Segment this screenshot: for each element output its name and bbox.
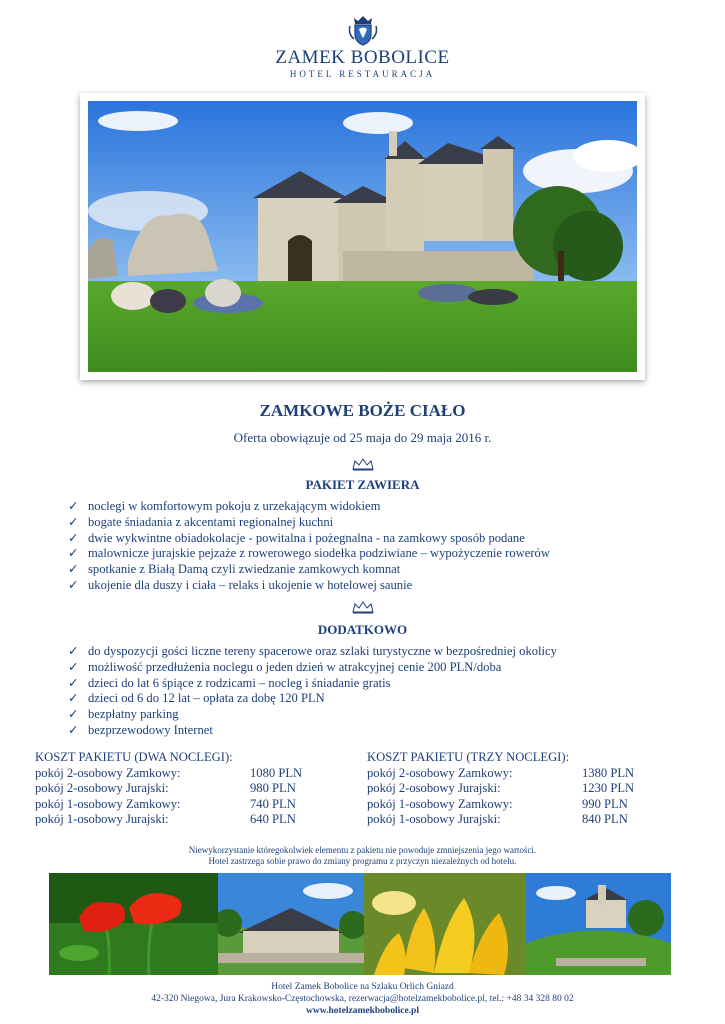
offer-title: ZAMKOWE BOŻE CIAŁO <box>259 401 466 420</box>
red-tulips-photo <box>49 873 218 975</box>
table-row: pokój 2-osobowy Jurajski: 1230 PLN <box>367 781 635 795</box>
list-item: ✓ dzieci do lat 6 śpiące z rodzicami – nocleg i śniadanie gratis <box>68 675 391 690</box>
pricing-three-nights <box>367 750 634 828</box>
list-item: ✓ ukojenie dla duszy i ciała – relaks i ukojenie w hotelowej saunie <box>68 577 413 592</box>
brand-name: ZAMEK BOBOLICE <box>275 47 450 68</box>
checkmark-icon: ✓ <box>68 644 79 658</box>
checkmark-icon: ✓ <box>68 530 79 545</box>
checkmark-icon: ✓ <box>68 577 79 592</box>
checkmark-icon: ✓ <box>68 659 79 674</box>
table-row: pokój 2-osobowy Zamkowy: 1380 PLN <box>367 765 635 780</box>
package-list <box>68 499 550 594</box>
table-row: pokój 1-osobowy Jurajski: 840 PLN <box>367 812 628 826</box>
pricing-heading: KOSZT PAKIETU (TRZY NOCLEGI): <box>367 750 570 764</box>
table-row: pokój 1-osobowy Zamkowy: 990 PLN <box>367 796 628 811</box>
list-item: ✓ dzieci od 6 do 12 lat – opłata za dobę 120 PLN <box>68 691 325 706</box>
table-row: pokój 1-osobowy Zamkowy: 740 PLN <box>35 796 296 811</box>
checkmark-icon: ✓ <box>68 562 79 577</box>
pricing-heading: KOSZT PAKIETU (DWA NOCLEGI): <box>35 750 233 764</box>
checkmark-icon: ✓ <box>68 707 79 722</box>
list-item: ✓ bogate śniadania z akcentami regionalnej kuchni <box>68 514 334 529</box>
photo-strip <box>49 873 671 975</box>
checkmark-icon: ✓ <box>68 546 79 561</box>
list-item: ✓ bezpłatny parking <box>68 707 179 722</box>
package-heading: PAKIET ZAWIERA <box>305 477 420 492</box>
hotel-logo <box>0 12 725 80</box>
pricing-two-nights <box>35 750 302 828</box>
checkmark-icon: ✓ <box>68 499 79 513</box>
castle-view-photo <box>526 873 671 975</box>
footer-contact: Hotel Zamek Bobolice na Szlaku Orlich Gniazd 42-320 Niegowa, Jura Krakowsko-Częstochowska, rezerwacja@hotelzamekbobolice.pl, tel.: +48 34 328 80 02 www.hotelzamekbobolice.pl <box>0 981 725 1017</box>
website-link[interactable]: www.hotelzamekbobolice.pl <box>306 1006 419 1016</box>
list-item: ✓ spotkanie z Białą Damą czyli zwiedzanie zamkowych komnat <box>68 562 401 577</box>
checkmark-icon: ✓ <box>68 675 79 690</box>
castle-hero-photo <box>88 101 637 372</box>
list-item: ✓ do dyspozycji gości liczne tereny spacerowe oraz szlaki turystyczne w bezpośredniej okolicy <box>68 644 557 658</box>
list-item: ✓ malownicze jurajskie pejzaże z rowerowego siodełka podziwiane – wypożyczenie rowerów <box>68 546 550 561</box>
list-item: ✓ możliwość przedłużenia noclegu o jeden dzień w atrakcyjnej cenie 200 PLN/doba <box>68 659 502 674</box>
yellow-crocus-photo <box>364 873 526 975</box>
table-row: pokój 2-osobowy Zamkowy: 1080 PLN <box>35 765 303 780</box>
checkmark-icon: ✓ <box>68 722 79 737</box>
extras-heading: DODATKOWO <box>317 622 408 637</box>
hero-photo-frame <box>80 93 645 380</box>
table-row: pokój 2-osobowy Jurajski: 980 PLN <box>35 781 296 795</box>
terms-note: Niewykorzystanie któregokolwiek elementu z pakietu nie powoduje zmniejszenia jego wartości. Hotel zastrzega sobie prawo do zmiany programu z przyczyn niezależnych od hotelu. <box>188 845 537 866</box>
list-item: ✓ dwie wykwintne obiadokolacje - powitalna i pożegnalna - na zamkowy sposób podane <box>68 530 525 545</box>
offer-validity: Oferta obowiązuje od 25 maja do 29 maja 2016 r. <box>233 430 492 445</box>
table-row: pokój 1-osobowy Jurajski: 640 PLN <box>35 812 296 826</box>
checkmark-icon: ✓ <box>68 691 79 706</box>
checkmark-icon: ✓ <box>68 514 79 529</box>
crest-logo-icon <box>346 12 380 46</box>
list-item: ✓ bezprzewodowy Internet <box>68 722 213 737</box>
hotel-building-photo <box>218 873 364 975</box>
list-item: ✓ noclegi w komfortowym pokoju z urzekającym widokiem <box>68 499 381 513</box>
crown-ornament-icon <box>351 457 375 471</box>
extras-list <box>68 644 557 739</box>
brand-subtitle: HOTEL RESTAURACJA <box>289 69 436 79</box>
crown-ornament-icon <box>351 600 375 614</box>
